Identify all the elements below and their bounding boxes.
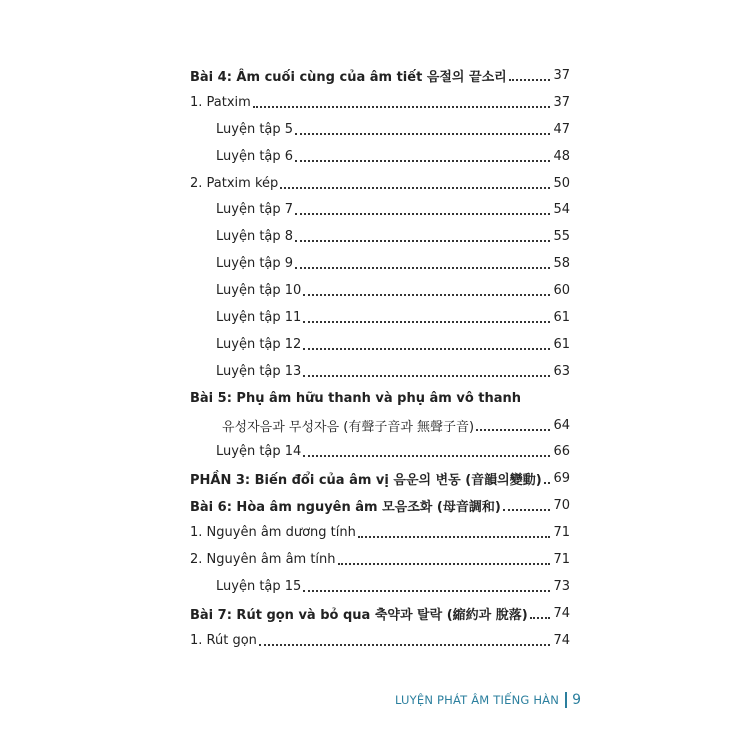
dot-leader	[503, 508, 550, 511]
dot-leader	[259, 643, 550, 646]
dot-leader	[303, 347, 550, 350]
toc-entry-label: 1. Nguyên âm dương tính	[190, 525, 356, 541]
toc-entry-page: 74	[553, 632, 570, 648]
dot-leader	[295, 266, 550, 269]
toc-entry-page: 50	[553, 175, 570, 191]
toc-entry-page: 37	[553, 67, 570, 83]
toc-entry	[190, 492, 570, 519]
toc-entry-page: 47	[553, 121, 570, 137]
toc-entry	[190, 385, 570, 412]
toc-entry-page: 70	[553, 498, 570, 514]
dot-leader	[544, 481, 550, 484]
toc-entry-label: Luyện tập 7	[216, 202, 294, 218]
dot-leader	[303, 293, 550, 296]
toc-entry	[190, 196, 570, 223]
toc-entry-page: 61	[553, 336, 570, 352]
toc-entry-label: Luyện tập 13	[216, 363, 302, 379]
toc-entry-label: Bài 7: Rút gọn và bỏ qua 축약과 탈락 (縮約과 脫落)	[190, 607, 528, 623]
toc-entry-page: 55	[553, 229, 570, 245]
toc-entry-page: 60	[553, 283, 570, 299]
dot-leader	[295, 132, 550, 135]
toc-entry-page: 48	[553, 148, 570, 164]
toc-entry	[190, 573, 570, 600]
toc-entry-label: 2. Patxim kép	[190, 175, 279, 191]
toc-entry-label: Luyện tập 11	[216, 309, 302, 325]
toc-entry-label: Bài 4: Âm cuối cùng của âm tiết 음절의 끝소리	[190, 69, 507, 85]
toc-entry-page: 64	[553, 417, 570, 433]
toc-entry	[190, 600, 570, 627]
toc-entry-label: Luyện tập 8	[216, 229, 294, 245]
toc-entry-page: 71	[553, 525, 570, 541]
table-of-contents	[190, 62, 570, 654]
toc-entry-page: 66	[553, 444, 570, 460]
toc-entry-label: 2. Nguyên âm âm tính	[190, 551, 336, 567]
toc-entry	[190, 627, 570, 654]
toc-entry-label: Bài 5: Phụ âm hữu thanh và phụ âm vô thanh	[190, 390, 522, 406]
toc-entry-label: 유성자음과 무성자음 (有聲子音과 無聲子音)	[222, 419, 475, 435]
dot-leader	[358, 535, 550, 538]
toc-entry	[190, 250, 570, 277]
toc-entry	[190, 465, 570, 492]
dot-leader	[338, 562, 550, 565]
toc-entry	[190, 116, 570, 143]
toc-entry-label: Luyện tập 15	[216, 578, 302, 594]
toc-entry-label: Luyện tập 9	[216, 256, 294, 272]
toc-entry-page: 74	[553, 605, 570, 621]
dot-leader	[509, 78, 550, 81]
toc-entry	[190, 62, 570, 89]
toc-entry-page: 63	[553, 363, 570, 379]
toc-entry	[190, 412, 570, 439]
toc-entry-label: Luyện tập 5	[216, 121, 294, 137]
dot-leader	[295, 239, 550, 242]
toc-entry	[190, 519, 570, 546]
toc-entry	[190, 358, 570, 385]
toc-entry-label: 1. Patxim	[190, 94, 251, 110]
toc-entry-label: Luyện tập 12	[216, 336, 302, 352]
dot-leader	[280, 186, 550, 189]
toc-entry-label: PHẦN 3: Biến đổi của âm vị 음운의 변동 (音韻의變動)	[190, 473, 542, 489]
running-title: LUYỆN PHÁT ÂM TIẾNG HÀN	[395, 693, 560, 707]
toc-entry	[190, 143, 570, 170]
toc-entry-label: Luyện tập 6	[216, 148, 294, 164]
toc-entry	[190, 331, 570, 358]
dot-leader	[303, 454, 550, 457]
toc-entry-label: Bài 6: Hòa âm nguyên âm 모음조화 (母音調和)	[190, 500, 501, 516]
toc-entry	[190, 277, 570, 304]
toc-entry-label: Luyện tập 14	[216, 444, 302, 460]
dot-leader	[303, 374, 550, 377]
toc-entry-page: 73	[553, 578, 570, 594]
toc-entry-page: 54	[553, 202, 570, 218]
toc-entry	[190, 89, 570, 116]
toc-entry	[190, 546, 570, 573]
toc-entry	[190, 223, 570, 250]
dot-leader	[303, 589, 550, 592]
page-footer	[395, 692, 581, 708]
toc-entry	[190, 304, 570, 331]
toc-entry-page: 61	[553, 309, 570, 325]
toc-entry-page: 69	[553, 471, 570, 487]
toc-entry-page: 37	[553, 94, 570, 110]
toc-entry-label: 1. Rút gọn	[190, 632, 257, 648]
dot-leader	[253, 105, 550, 108]
page-number: 9	[572, 692, 581, 708]
dot-leader	[295, 212, 550, 215]
dot-leader	[476, 428, 550, 431]
toc-entry-page: 71	[553, 551, 570, 567]
dot-leader	[530, 616, 550, 619]
dot-leader	[295, 159, 550, 162]
toc-entry	[190, 170, 570, 197]
dot-leader	[303, 320, 550, 323]
toc-entry-label: Luyện tập 10	[216, 283, 302, 299]
footer-separator	[565, 692, 567, 708]
toc-entry	[190, 438, 570, 465]
toc-entry-page: 58	[553, 256, 570, 272]
